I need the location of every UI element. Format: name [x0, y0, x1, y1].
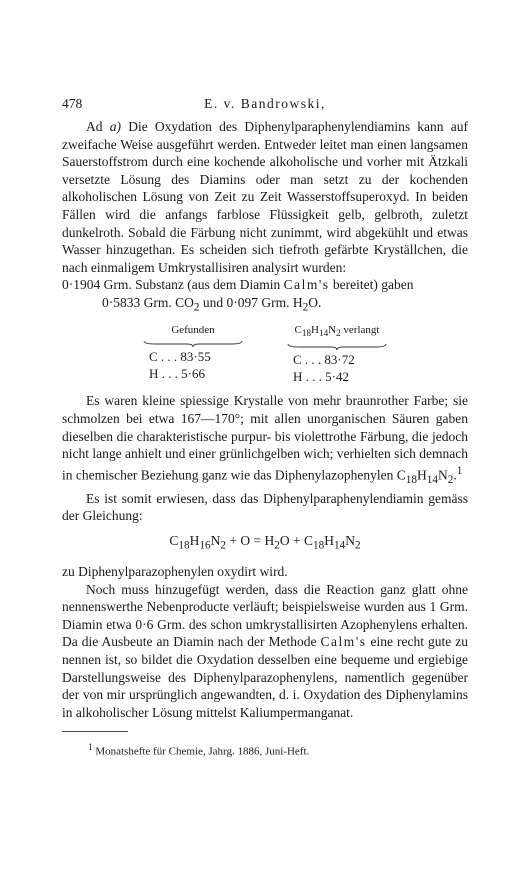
footnote-reference[interactable]: 1: [456, 464, 463, 477]
body-text: [62, 118, 468, 759]
formula-part: O + C: [279, 532, 313, 548]
paragraph-text: eine recht gute zu nennen ist, so bildet die Oxydation desselben eine bequeme und ergiebige Darstellungsweise des Diphenylparazophenylens, namentlich gegenüber der von mir ursprünglich angewandten, d. i. Oxydation des Diphenylamins in alkoholischer Lösung mittelst Kaliumpermanganat.: [62, 634, 468, 720]
formula-part: verlangt: [340, 324, 380, 337]
brace-icon: [143, 340, 243, 347]
analysis-text: bereitet) gaben: [329, 277, 414, 293]
brace-icon: [287, 343, 387, 350]
paragraph-conclusion: Es ist somit erwiesen, dass das Diphenylparaphenylendiamin gemäss der Gleichung:: [62, 490, 468, 524]
paragraph-text: .: [453, 467, 457, 483]
subscript: 14: [426, 473, 439, 486]
formula-part: N: [210, 532, 221, 548]
analysis-text: und 0·097 Grm. H: [199, 294, 303, 310]
paragraph-text: Noch muss hinzugefügt werden, dass die Reaction ganz glatt ohne nennenswerthe Nebenproducte verläuft; beispielsweise wurden aus 1 Grm. Diamin etwa 0·6 Grm. des schon umkrystallisirten Azophenylens erhalten. Da die Ausbeute an Diamin nach der Methode: [62, 581, 468, 650]
analysis-comparison: [62, 322, 468, 385]
calculated-header: [287, 322, 387, 343]
paragraph-text: H: [417, 467, 427, 483]
subscript: 2: [220, 539, 227, 552]
formula-part: C: [169, 532, 179, 548]
subscript: 2: [336, 328, 341, 339]
subscript: 16: [199, 539, 211, 552]
subscript: 18: [313, 539, 325, 552]
analysis-text: O.: [308, 294, 322, 310]
calculated-row-carbon: C . . . 83·72: [293, 352, 355, 368]
analysis-text: 0·1904 Grm. Substanz (aus dem Diamin: [62, 277, 284, 293]
formula-part: H: [324, 532, 334, 548]
subscript: 2: [355, 539, 361, 552]
subscript: 2: [447, 473, 454, 486]
calculated-column: [287, 322, 387, 385]
author-name: Calm's: [320, 634, 367, 650]
paragraph-text: N: [438, 467, 448, 483]
footnote: [62, 740, 468, 759]
formula-part: H: [311, 324, 319, 337]
page-number: 478: [62, 96, 83, 111]
found-row-carbon: C . . . 83·55: [149, 349, 211, 365]
subscript: 2: [302, 301, 309, 314]
formula-part: N: [345, 532, 355, 548]
subscript: 18: [405, 473, 418, 486]
found-column: [143, 322, 243, 385]
reaction-equation: [62, 532, 468, 555]
paragraph-text: Es waren kleine spiessige Krystalle von mehr braunrother Farbe; sie schmolzen bei etwa 167—170°; mit allen unorganischen Säuren gaben dieselben die charakteristische purpur- bis violettrothe Färbung, die jedoch nicht lange anhielt und einer grünlichgelben wich; verhielten sich demnach in chemischer Beziehung ganz wie das Diphenylazophenylen C: [62, 393, 468, 483]
calculated-row-hydrogen: H . . . 5·42: [293, 369, 349, 385]
formula-part: H: [189, 532, 200, 548]
paragraph-yield: [62, 581, 468, 722]
formula-part: C: [294, 324, 302, 337]
paragraph-text: Die Oxydation des Diphenylparaphenylendiamins kann auf zweifache Weise ausgeführt werden. Entweder leitet man einen langsamen Sauerstoffstrom durch eine kochende alkoholische und vorher mit Ätzkali versetzte Lösung des Diamins oder man setzt zu der kochenden alkoholischen Lösung von Zeit zu Zeit Wasserstoffsuperoxyd. In beiden Fällen wird die anfangs farblose Flüssigkeit gelb, gelbroth, zuletzt dunkelroth. Sobald die Färbung nicht zunimmt, wird abgekühlt und etwas Wasser hinzugethan. Es scheiden sich tiefroth gefärbte Kryställchen, die nach einmaligem Umkrystallisiren analysirt wurden:: [62, 119, 469, 275]
found-header: Gefunden: [171, 324, 215, 337]
subscript: 18: [178, 539, 190, 552]
subscript: 14: [318, 328, 329, 339]
author-name: Calm's: [283, 277, 330, 293]
footnote-text: Monatshefte für Chemie, Jahrg. 1886, Juni-Heft.: [92, 746, 310, 759]
formula-part: N: [328, 324, 337, 337]
paragraph-equation-result: zu Diphenylparazophenylen oxydirt wird.: [62, 564, 288, 580]
analysis-substance-line: [62, 276, 468, 294]
running-head: E. v. Bandrowski,: [204, 96, 326, 111]
footnote-divider: [62, 731, 128, 732]
footnote-marker: 1: [88, 742, 93, 753]
formula-part: + O = H: [226, 532, 275, 548]
paragraph-crystal-properties: [62, 392, 468, 489]
page-header: [62, 96, 468, 116]
subscript: 14: [334, 539, 346, 552]
paragraph-oxidation-method: [62, 118, 468, 276]
paragraph-text: Ad: [86, 119, 110, 134]
section-label: a): [109, 119, 121, 134]
analysis-text: 0·5833 Grm. CO: [102, 294, 194, 310]
subscript: 2: [274, 539, 280, 552]
found-row-hydrogen: H . . . 5·66: [149, 366, 205, 382]
analysis-result-line: [62, 294, 468, 317]
subscript: 2: [193, 301, 200, 314]
subscript: 18: [301, 328, 312, 339]
